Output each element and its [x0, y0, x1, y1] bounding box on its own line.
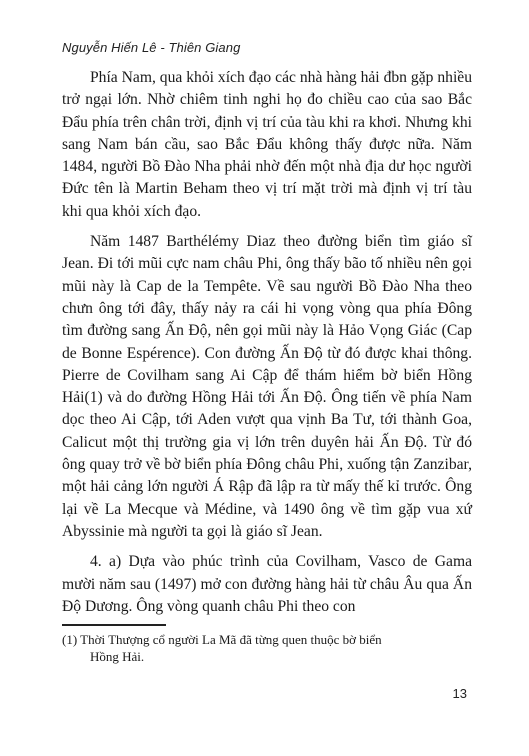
paragraph-2: Năm 1487 Barthélémy Diaz theo đường biển tìm giáo sĩ Jean. Đi tới mũi cực nam châu Phi, ông thấy bão tố nhiều nên gọi mũi này là Cap de la Tempête. Về sau người Bồ Đào Nha theo chưn ông tới đây, thấy nảy ra cái hi vọng vòng qua phía Đông tìm đường sang Ấn Độ, nên gọi mũi này là Hảo Vọng Giác (Cap de Bonne Espérence). Con đường Ấn Độ từ đó được khai thông. Pierre de Covilham sang Ai Cập để thám hiểm bờ biển Hồng Hải(1) và do đường Hồng Hải tới Ấn Độ. Ông tiến về phía Nam dọc theo Ai Cập, tới Aden vượt qua vịnh Ba Tư, tới thành Goa, Calicut một thị trường gia vị lớn trên duyên hải Ấn Độ. Từ đó ông quay trở về bờ biển phía Đông châu Phi, xuống tận Zanzibar, một hải cảng lớn người Á Rập đã lập ra từ mấy thế kỉ trước. Ông lại về La Mecque và Médine, và 1490 ông về tìm gặp vua xứ Abyssinie mà người ta gọi là giáo sĩ Jean. [62, 233, 472, 540]
running-header: Nguyễn Hiến Lê - Thiên Giang [62, 40, 241, 55]
footnote [62, 632, 472, 665]
footnote-line-1: (1) Thời Thượng cổ người La Mã đã từng quen thuộc bờ biển [62, 632, 382, 647]
body-text [62, 67, 472, 618]
paragraph-3: 4. a) Dựa vào phúc trình của Covilham, Vasco de Gama mười năm sau (1497) mở con đường hàng hải từ châu Âu qua Ấn Độ Dương. Ông vòng quanh châu Phi theo con [62, 553, 472, 615]
paragraph-1: Phía Nam, qua khỏi xích đạo các nhà hàng hải đbn gặp nhiều trở ngại lớn. Nhờ chiêm tinh nghi họ đo chiều cao của sao Bắc Đẩu phía trên chân trời, định vị trí của tàu khi ra khơi. Nhưng khi sang Nam bán cầu, sao Bắc Đẩu không thấy được nữa. Năm 1484, người Bồ Đào Nha phải nhờ đến một nhà địa dư học người Đức tên là Martin Beham theo vị trí mặt trời mà định vị trí tàu khi qua khỏi xích đạo. [62, 69, 472, 220]
footnote-line-2: Hồng Hải. [90, 648, 145, 664]
footnote-divider [62, 624, 166, 626]
page-number: 13 [452, 686, 467, 701]
